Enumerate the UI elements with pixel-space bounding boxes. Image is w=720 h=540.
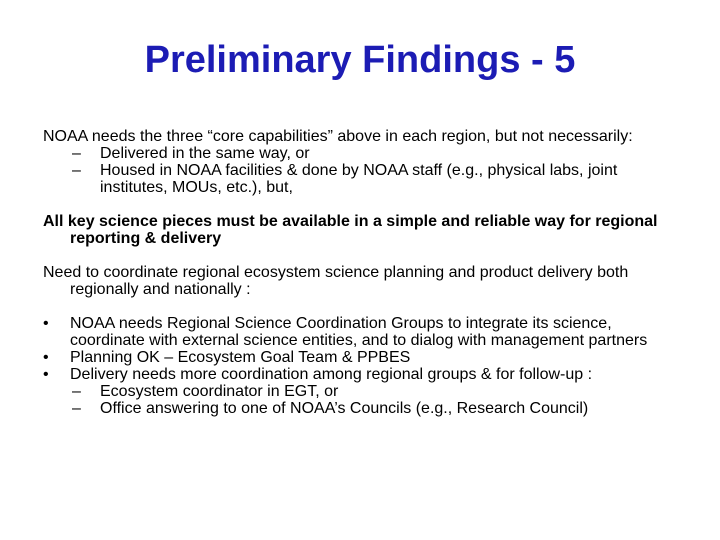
bullet-text: Delivery needs more coordination among regional groups & for follow-up : — [70, 366, 593, 383]
dash-marker: – — [72, 383, 81, 400]
slide-content — [43, 128, 683, 417]
sub-item-text: Housed in NOAA facilities & done by NOAA staff (e.g., physical labs, joint institutes, MOUs, etc.), but, — [100, 162, 618, 196]
dash-marker: – — [72, 162, 81, 179]
bullet-marker: • — [43, 349, 49, 366]
sub-item-office-answering — [43, 400, 683, 417]
sub-item-text: Delivered in the same way, or — [100, 145, 310, 162]
bullet-text: Planning OK – Ecosystem Goal Team & PPBES — [70, 349, 411, 366]
slide-title: Preliminary Findings - 5 — [144, 39, 576, 81]
paragraph-core-capabilities: NOAA needs the three “core capabilities” above in each region, but not necessarily: — [43, 128, 633, 145]
sub-item-ecosystem-coordinator — [43, 383, 683, 400]
bullet-marker: • — [43, 315, 49, 332]
bullet-item-rscg — [43, 315, 683, 349]
sub-item-text: Office answering to one of NOAA’s Councils (e.g., Research Council) — [100, 400, 589, 417]
bullet-text: NOAA needs Regional Science Coordination Groups to integrate its science, coordinate with external science entities, and to dialog with management partners — [70, 315, 648, 349]
sub-item-housed — [43, 162, 683, 196]
sub-item-delivered — [43, 145, 683, 162]
dash-marker: – — [72, 145, 81, 162]
paragraph-coordinate: Need to coordinate regional ecosystem science planning and product delivery both regionally and nationally : — [43, 264, 629, 298]
bullet-marker: • — [43, 366, 49, 383]
bullet-item-planning — [43, 349, 683, 366]
dash-marker: – — [72, 400, 81, 417]
bullet-item-delivery — [43, 366, 683, 383]
paragraph-key-science: All key science pieces must be available in a simple and reliable way for regional reporting & delivery — [43, 213, 658, 247]
sub-item-text: Ecosystem coordinator in EGT, or — [100, 383, 339, 400]
